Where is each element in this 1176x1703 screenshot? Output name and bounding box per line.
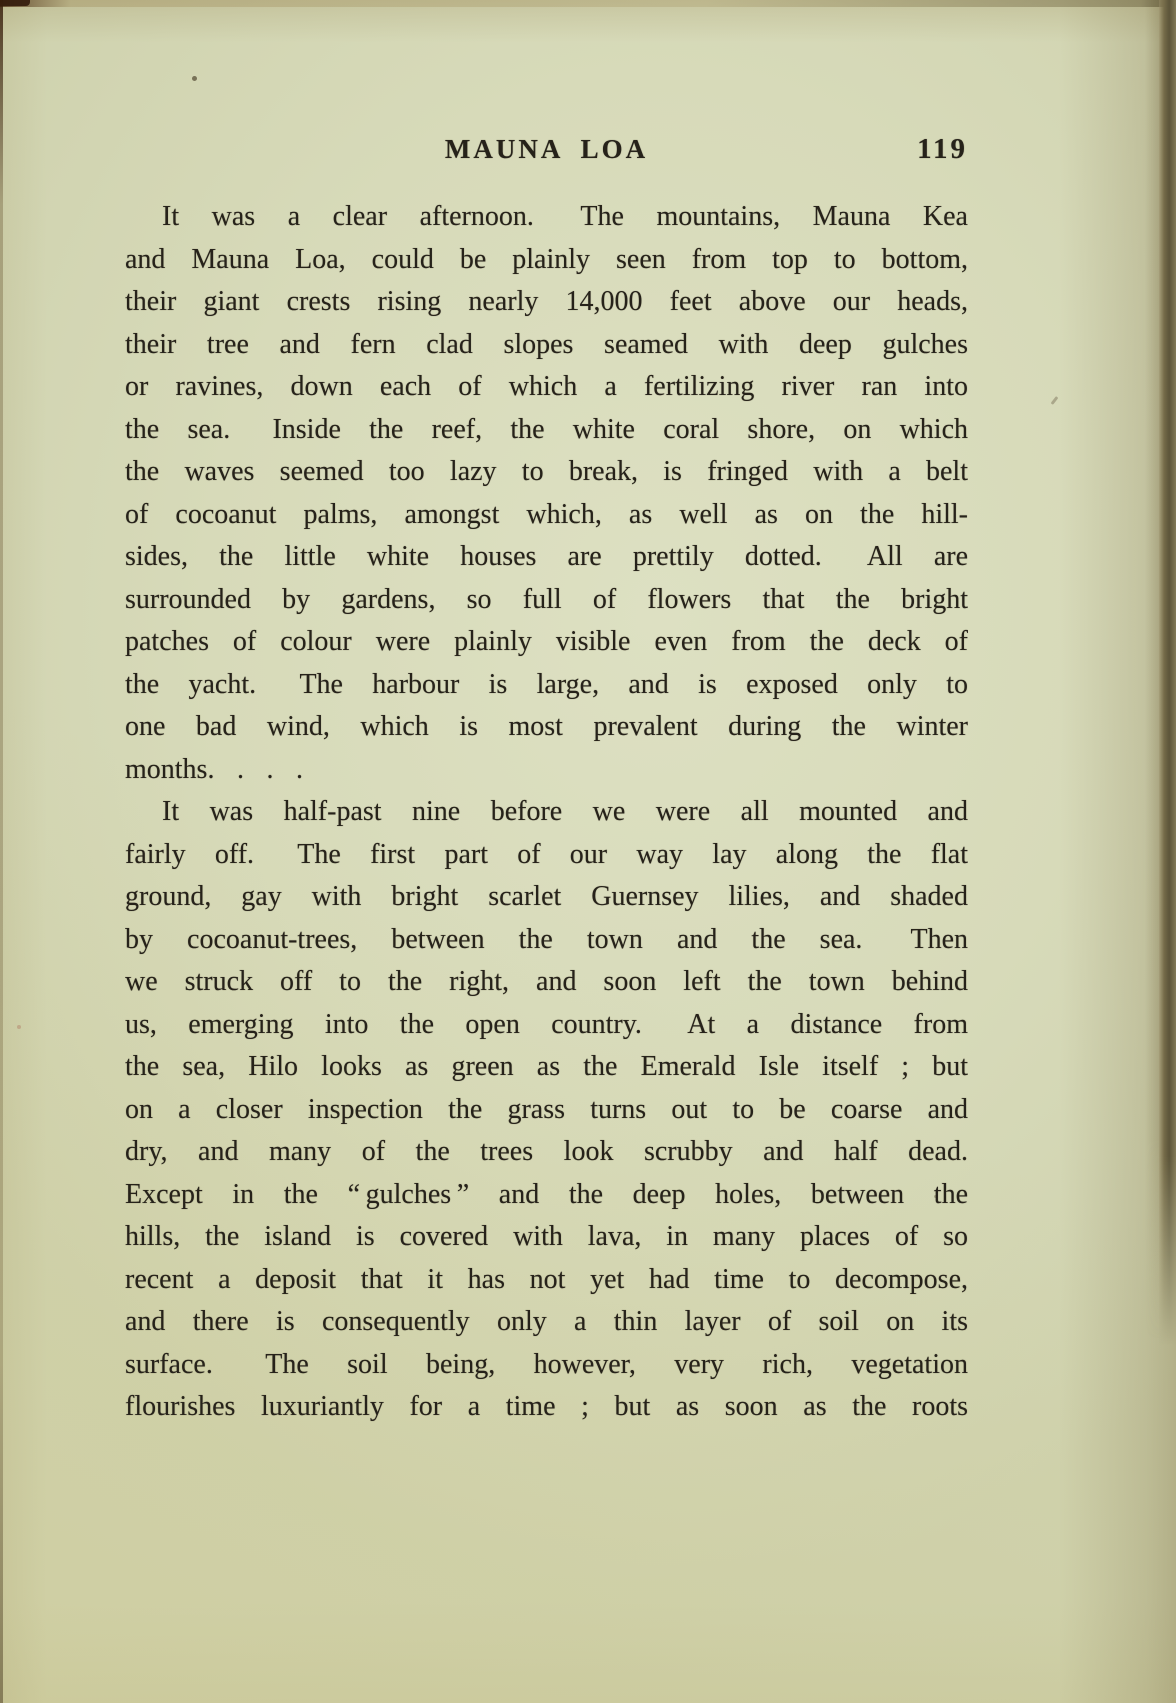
text-line: their giant crests rising nearly 14,000 feet above our heads, — [125, 286, 968, 317]
page-top-left-corner-mark — [0, 0, 30, 6]
text-line: It was a clear afternoon. The mountains, Mauna Kea — [162, 201, 968, 232]
text-line: by cocoanut-trees, between the town and the sea. Then — [125, 923, 968, 955]
page-right-edge — [1159, 0, 1176, 1345]
text-line: and there is consequently only a thin layer of soil on its — [125, 1306, 968, 1337]
text-line: flourishes luxuriantly for a time ; but as soon as the roots — [125, 1391, 968, 1422]
page-top-edge — [0, 0, 1176, 7]
page-header — [125, 129, 968, 169]
scan-speck — [1051, 396, 1059, 405]
text-line: their tree and fern clad slopes seamed with deep gulches — [125, 328, 968, 360]
text-line: hills, the island is covered with lava, in many places of so — [125, 1221, 968, 1252]
text-line: of cocoanut palms, amongst which, as well as on the hill- — [125, 498, 968, 530]
text-line: us, emerging into the open country. At a distance from — [125, 1008, 968, 1040]
text-line: dry, and many of the trees look scrubby and half dead. — [125, 1136, 968, 1167]
text-line: patches of colour were plainly visible even from the deck of — [125, 626, 968, 657]
page-body — [125, 196, 968, 1429]
scan-speck — [17, 1025, 21, 1029]
text-line: It was half-past nine before we were all mounted and — [162, 796, 968, 827]
page-number: 119 — [917, 133, 968, 165]
page-left-edge — [0, 0, 3, 1703]
text-line: surface. The soil being, however, very rich, vegetation — [125, 1348, 968, 1380]
text-line: we struck off to the right, and soon left the town behind — [125, 966, 968, 997]
text-line: the waves seemed too lazy to break, is fringed with a belt — [125, 456, 968, 487]
running-header-title: MAUNA LOA — [444, 134, 649, 164]
text-line: one bad wind, which is most prevalent during the winter — [125, 711, 968, 742]
text-line: Except in the “ gulches ” and the deep holes, between the — [125, 1178, 968, 1210]
scan-speck — [192, 76, 197, 81]
page-right-shadow — [1145, 0, 1159, 1340]
text-line: the sea, Hilo looks as green as the Emerald Isle itself ; but — [125, 1051, 968, 1082]
text-line: the yacht. The harbour is large, and is exposed only to — [125, 668, 968, 700]
text-line: fairly off. The first part of our way lay along the flat — [125, 838, 968, 870]
text-line: recent a deposit that it has not yet had time to decompose, — [125, 1263, 968, 1295]
paragraph — [125, 791, 968, 1429]
text-line: months. . . . — [125, 753, 303, 785]
text-line: sides, the little white houses are prettily dotted. All are — [125, 541, 968, 572]
text-line: and Mauna Loa, could be plainly seen from top to bottom, — [125, 243, 968, 275]
text-line: or ravines, down each of which a fertilizing river ran into — [125, 371, 968, 402]
text-line: surrounded by gardens, so full of flowers that the bright — [125, 583, 968, 615]
text-line: the sea. Inside the reef, the white coral shore, on which — [125, 413, 968, 445]
text-line: ground, gay with bright scarlet Guernsey lilies, and shaded — [125, 881, 968, 912]
text-line: on a closer inspection the grass turns out to be coarse and — [125, 1093, 968, 1125]
paragraph — [125, 196, 968, 791]
